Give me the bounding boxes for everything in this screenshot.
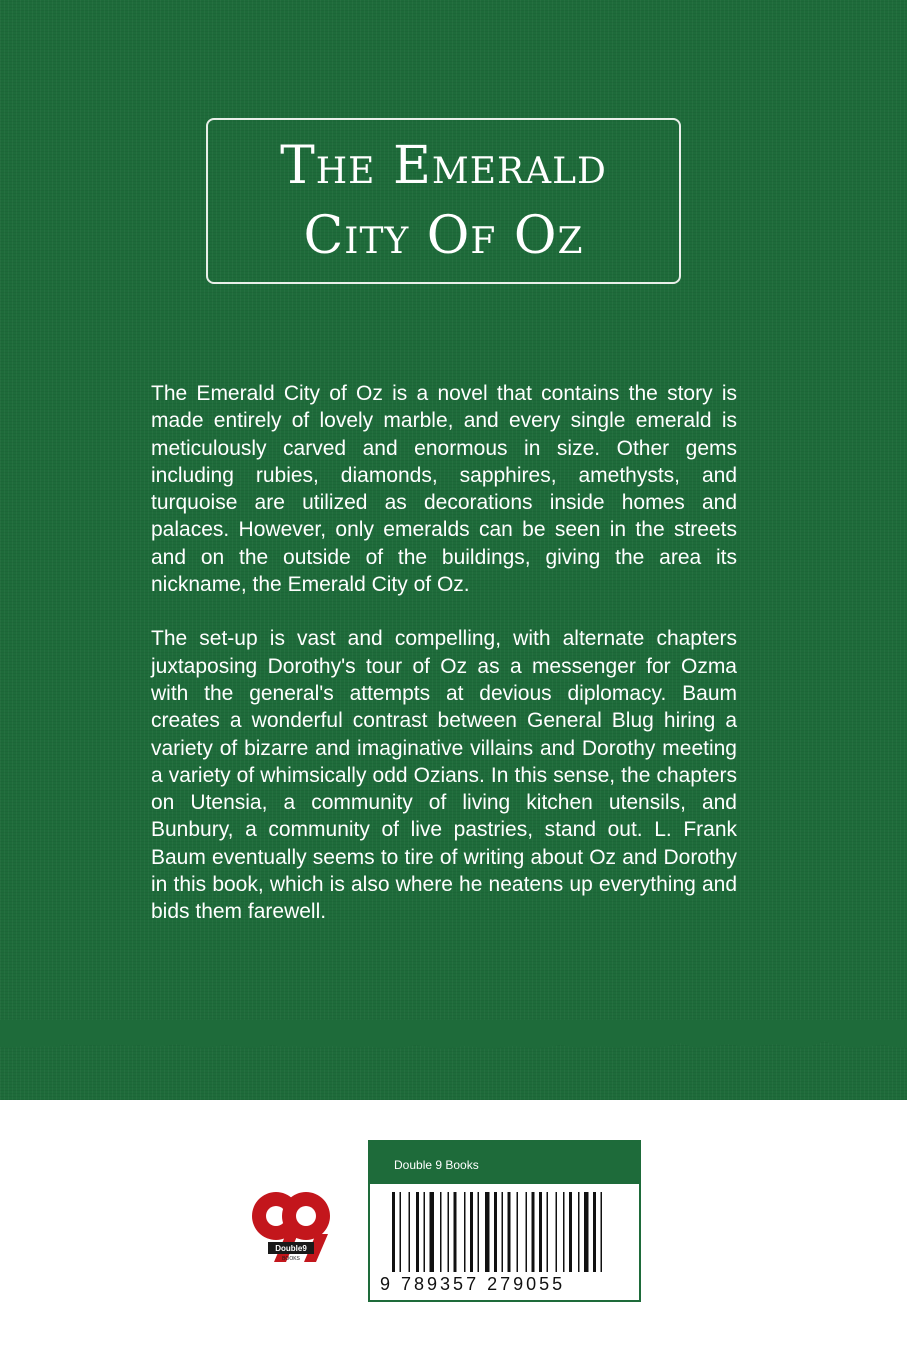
isbn-digits: 9 789357 279055 bbox=[380, 1274, 566, 1294]
barcode-bar bbox=[569, 1192, 572, 1272]
barcode-bar bbox=[584, 1192, 589, 1272]
barcode-publisher-label: Double 9 Books bbox=[370, 1142, 639, 1184]
barcode-bar bbox=[563, 1192, 565, 1272]
barcode-bar bbox=[430, 1192, 435, 1272]
barcode-bar bbox=[454, 1192, 457, 1272]
barcode-bar bbox=[556, 1192, 558, 1272]
barcode-bar bbox=[424, 1192, 426, 1272]
barcode-bar bbox=[502, 1192, 504, 1272]
description-paragraph-2: The set-up is vast and compelling, with alternate chapters juxtaposing Dorothy's tour of Oz as a messenger for Ozma with the general's attempts at devious diplomacy. Baum creates a wonderful contrast between General Blug hiring a variety of bizarre and imaginative villains and Dorothy meeting a variety of whimsically odd Ozians. In this sense, the chapters on Utensia, a community of living kitchen utensils, and Bunbury, a community of live pastries, stand out. L. Frank Baum eventually seems to tire of writing about Oz and Dorothy in this book, which is also where he neatens up everything and bids them farewell. bbox=[151, 627, 737, 924]
logo-subtext: BOOKS bbox=[282, 1256, 300, 1262]
barcode-bar bbox=[578, 1192, 580, 1272]
barcode-bar bbox=[448, 1192, 450, 1272]
barcode-bar bbox=[532, 1192, 535, 1272]
barcode-bar bbox=[470, 1192, 473, 1272]
torn-paper-edge bbox=[0, 1020, 907, 1100]
barcode-bar bbox=[440, 1192, 442, 1272]
barcode-bar bbox=[494, 1192, 497, 1272]
barcode-bar bbox=[547, 1192, 549, 1272]
title-frame bbox=[206, 118, 681, 284]
isbn-barcode bbox=[390, 1192, 622, 1272]
barcode-bar bbox=[400, 1192, 402, 1272]
barcode-bar bbox=[485, 1192, 490, 1272]
barcode-panel bbox=[368, 1140, 641, 1302]
barcode-bar bbox=[526, 1192, 528, 1272]
barcode-bar bbox=[416, 1192, 419, 1272]
barcode-bar bbox=[478, 1192, 480, 1272]
book-title-line-1: The Emerald bbox=[280, 136, 607, 196]
barcode-bar bbox=[517, 1192, 519, 1272]
barcode-bar bbox=[593, 1192, 596, 1272]
barcode-bar bbox=[409, 1192, 411, 1272]
description-paragraph-1: The Emerald City of Oz is a novel that contains the story is made entirely of lovely marble, and every single emerald is meticulously carved and enormous in size. Other gems including rubies, diamonds, sapphires, amethysts, and turquoise are utilized as decorations inside homes and palaces. However, only emeralds can be seen in the streets and on the outside of the buildings, giving the area its nickname, the Emerald City of Oz. bbox=[151, 382, 737, 597]
book-title-line-2: City Of Oz bbox=[303, 206, 584, 266]
barcode-bar bbox=[508, 1192, 511, 1272]
barcode-bar bbox=[601, 1192, 603, 1272]
double9-logo bbox=[246, 1184, 336, 1266]
book-description bbox=[151, 380, 737, 953]
barcode-bar bbox=[392, 1192, 395, 1272]
barcode-bar bbox=[464, 1192, 466, 1272]
logo-wordmark: Double9 bbox=[275, 1244, 307, 1253]
barcode-bar bbox=[539, 1192, 542, 1272]
